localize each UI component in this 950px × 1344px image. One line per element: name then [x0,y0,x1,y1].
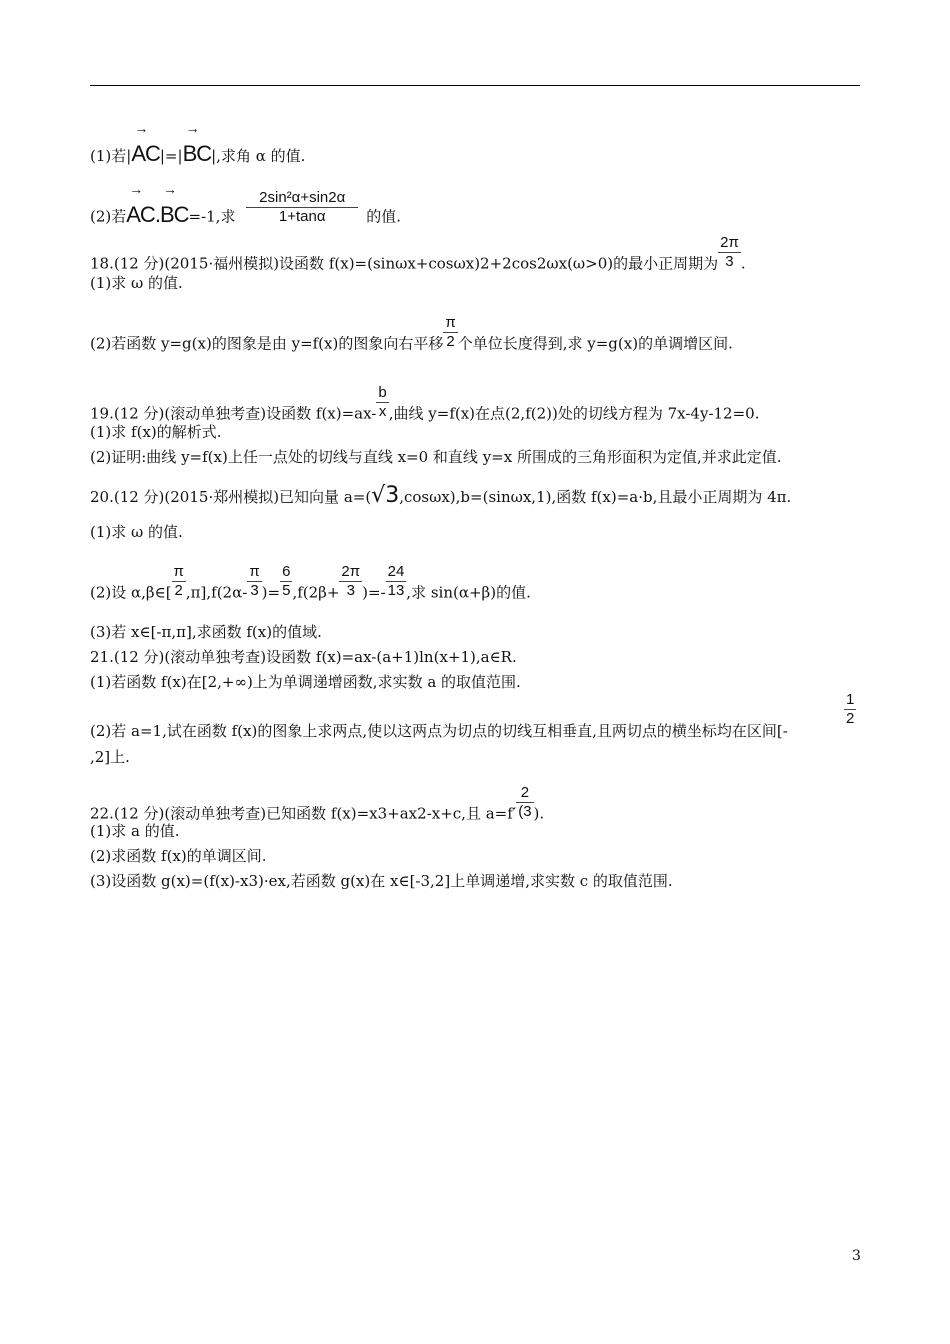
problem-20-part-1: (1)求 ω 的值. [90,523,183,541]
fraction-pi-over-2: $\frac{\pi}{2}$ [173,563,184,599]
fraction-6-over-5: $\frac{6}{5}$ [282,563,291,599]
fraction-pi-over-3: $\frac{\pi}{3}$ [249,563,260,599]
problem-17-part-1: (1)若| → AC|=| → BC|,求角 α 的值. [90,120,306,166]
problem-21-part-2: (2)若 a=1,试在函数 f(x)的图象上求两点,使以这两点为切点的切线互相垂直,且两切点的横坐标均在区间[- $\frac{1}{2}$ [90,691,855,740]
sqrt-3: √3 [371,483,400,508]
fraction-trig-expression: $\frac{\text{2sin²α+sin2α}}{1+\tan\alpha}$ [246,189,358,226]
problem-20-part-3: (3)若 x∈[-π,π],求函数 f(x)的值域. [90,623,322,641]
problem-22-part-2: (2)求函数 f(x)的单调区间. [90,847,267,865]
vector-ac: → AC [126,180,155,227]
fraction-24-over-13: $\frac{24}{13}$ [387,563,405,599]
problem-20-stem: 20.(12 分)(2015·郑州模拟)已知向量 a=(√3,cosωx),b=(sinωx,1),函数 f(x)=a·b,且最小正周期为 4π. [90,483,792,508]
fraction-2-over-3: $\frac{2}{(3}$ [518,784,532,820]
fraction-pi-over-2: $\frac{\pi}{2}$ [445,314,456,350]
problem-19-stem: 19.(12 分)(滚动单独考查)设函数 f(x)=ax- $\frac{b}{x}$ ,曲线 y=f(x)在点(2,f(2))处的切线方程为 7x-4y-12=0. [90,384,760,423]
fraction-b-over-x: $\frac{b}{x}$ [378,384,387,420]
header-rule [90,85,860,86]
problem-19-part-2: (2)证明:曲线 y=f(x)上任一点处的切线与直线 x=0 和直线 y=x 所围成的三角形面积为定值,并求此定值. [90,448,782,466]
vector-bc: → BC [182,120,212,166]
problem-18-part-2: (2)若函数 y=g(x)的图象是由 y=f(x)的图象向右平移 $\frac{\pi}{2}$ 个单位长度得到,求 y=g(x)的单调增区间. [90,314,733,353]
fraction-2pi-over-3: $\frac{2\pi}{3}$ [341,563,361,599]
problem-22-part-1: (1)求 a 的值. [90,822,180,840]
problem-21-stem: 21.(12 分)(滚动单独考查)设函数 f(x)=ax-(a+1)ln(x+1),a∈R. [90,648,517,666]
problem-22-part-3: (3)设函数 g(x)=(f(x)-x3)·ex,若函数 g(x)在 x∈[-3,2]上单调递增,求实数 c 的取值范围. [90,872,673,890]
fraction-1-over-2: $\frac{1}{2}$ [846,691,855,727]
vector-bc: → BC [159,180,189,227]
page-number: 3 [852,1248,861,1264]
vector-ac: → AC [131,120,160,166]
problem-22-stem: 22.(12 分)(滚动单独考查)已知函数 f(x)=x3+ax2-x+c,且 a=f′ $\frac{2}{(3}$ ). [90,784,545,823]
problem-17-part-2: (2)若 → AC. → BC=-1,求 $\frac{\text{2sin²α+sin2α}}{1+\tan\alpha}$ 的值. [90,180,402,227]
problem-20-part-2: (2)设 α,β∈[ $\frac{\pi}{2}$ ,π],f(2α- $\frac{\pi}{3}$ )= $\frac{6}{5}$ ,f(2β+ $\frac{2\pi}{3}$ )=- $\frac{24}{13}$ ,求 sin(α+β)的值. [90,563,531,602]
problem-18-stem: 18.(12 分)(2015·福州模拟)设函数 f(x)=(sinωx+cosωx)2+2cos2ωx(ω>0)的最小正周期为 $\frac{2\pi}{3}$ . [90,234,746,273]
fraction-2pi-over-3: $\frac{2\pi}{3}$ [720,234,739,270]
problem-21-part-1: (1)若函数 f(x)在[2,+∞)上为单调递增函数,求实数 a 的取值范围. [90,673,521,691]
problem-21-part-2-cont: ,2]上. [90,748,130,766]
problem-19-part-1: (1)求 f(x)的解析式. [90,423,222,441]
problem-18-part-1: (1)求 ω 的值. [90,274,183,292]
